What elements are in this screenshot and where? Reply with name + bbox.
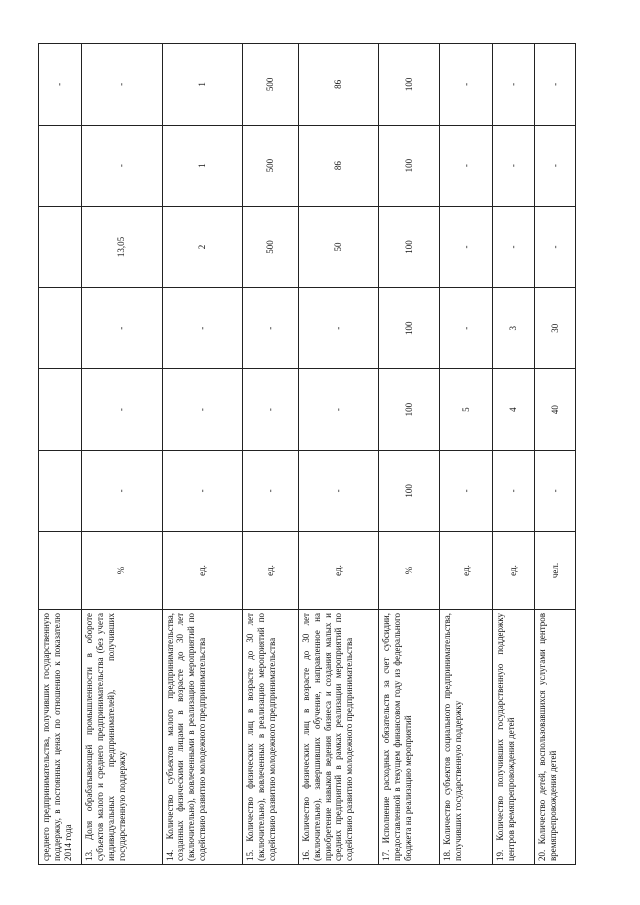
indicator-cell: 18. Количество субъектов социального предпринимательства, получивших государственную поддержку (439, 610, 492, 865)
value-cell: 100 (379, 44, 440, 125)
indicator-cell: 13. Доля обрабатывающей промышленности в обороте субъектов малого и среднего предпринимательства (без учета индивидуальных предпринимателей), получивших государственную поддержку (81, 610, 162, 865)
value-cell: 100 (379, 125, 440, 206)
rotated-page (38, 44, 576, 865)
table-row (298, 44, 379, 865)
value-cell: - (439, 450, 492, 531)
indicator-cell: 15. Количество физических лиц в возрасте до 30 лет (включительно), вовлеченных в реализацию мероприятий по содействию развитию молодежного предпринимательства (243, 610, 298, 865)
value-cell: 86 (298, 44, 379, 125)
table-row (162, 44, 243, 865)
value-cell: - (535, 450, 576, 531)
value-cell: - (298, 369, 379, 450)
value-cell (39, 125, 82, 206)
value-cell: - (493, 44, 535, 125)
value-cell (39, 450, 82, 531)
value-cell: - (535, 44, 576, 125)
value-cell: - (535, 125, 576, 206)
indicator-cell: 16. Количество физических лиц в возрасте до 30 лет (включительно), завершивших обучение, направленное на приобретение навыков ведения бизнеса и создания малых и средних предприятий в рамках реализации мероприятий по содействию развитию молодежного предпринимательства (298, 610, 379, 865)
value-cell: 100 (379, 450, 440, 531)
value-cell: - (439, 206, 492, 287)
value-cell: 40 (535, 369, 576, 450)
unit-cell: % (81, 532, 162, 610)
value-cell (39, 206, 82, 287)
value-cell: - (81, 450, 162, 531)
value-cell: 3 (493, 288, 535, 369)
value-cell: - (81, 288, 162, 369)
table-row (535, 44, 576, 865)
unit-cell (39, 532, 82, 610)
table-row (39, 44, 82, 865)
unit-cell: ед. (298, 532, 379, 610)
value-cell: 30 (535, 288, 576, 369)
value-cell: - (162, 288, 243, 369)
value-cell: 100 (379, 206, 440, 287)
value-cell: 500 (243, 44, 298, 125)
value-cell: - (439, 44, 492, 125)
unit-cell: ед. (162, 532, 243, 610)
value-cell: - (39, 44, 82, 125)
indicator-cell: 19. Количество получивших государственную поддержку центров времяпрепровождения детей (493, 610, 535, 865)
value-cell: - (298, 450, 379, 531)
value-cell: - (243, 369, 298, 450)
indicator-cell: 14. Количество субъектов малого предпринимательства, созданных физическими лицами в возрасте до 30 лет (включительно), вовлеченными в реализацию мероприятий по содействию развитию молодежного предпринимательства (162, 610, 243, 865)
value-cell: - (535, 206, 576, 287)
value-cell: - (298, 288, 379, 369)
value-cell: - (439, 288, 492, 369)
table-row (493, 44, 535, 865)
value-cell: 50 (298, 206, 379, 287)
indicator-cell: 17. Исполнение расходных обязательств за счет субсидии, предоставленной в текущем финансовом году из федерального бюджета на реализацию мероприятий (379, 610, 440, 865)
value-cell: - (493, 125, 535, 206)
indicator-cell: 20. Количество детей, воспользовавшихся услугами центров времяпрепровождения детей (535, 610, 576, 865)
table-row (379, 44, 440, 865)
value-cell: - (162, 450, 243, 531)
indicators-table (38, 43, 576, 865)
value-cell: 86 (298, 125, 379, 206)
table-row (439, 44, 492, 865)
value-cell: 5 (439, 369, 492, 450)
unit-cell: чел. (535, 532, 576, 610)
unit-cell: ед. (243, 532, 298, 610)
value-cell: 1 (162, 44, 243, 125)
value-cell: 4 (493, 369, 535, 450)
value-cell: - (81, 125, 162, 206)
value-cell: 2 (162, 206, 243, 287)
value-cell: - (243, 450, 298, 531)
table-row (243, 44, 298, 865)
value-cell: - (493, 206, 535, 287)
indicator-cell: среднего предпринимательства, получивших государственную поддержку, в постоянных ценах по отношению к показателю 2014 года (39, 610, 82, 865)
value-cell: - (439, 125, 492, 206)
unit-cell: ед. (439, 532, 492, 610)
value-cell: - (493, 450, 535, 531)
value-cell: 100 (379, 288, 440, 369)
value-cell: - (81, 369, 162, 450)
value-cell: 500 (243, 125, 298, 206)
value-cell: - (81, 44, 162, 125)
value-cell: 13,05 (81, 206, 162, 287)
value-cell: 1 (162, 125, 243, 206)
value-cell: - (162, 369, 243, 450)
table-row (81, 44, 162, 865)
unit-cell: ед. (493, 532, 535, 610)
value-cell (39, 369, 82, 450)
value-cell: 500 (243, 206, 298, 287)
value-cell: - (243, 288, 298, 369)
value-cell (39, 288, 82, 369)
value-cell: 100 (379, 369, 440, 450)
unit-cell: % (379, 532, 440, 610)
